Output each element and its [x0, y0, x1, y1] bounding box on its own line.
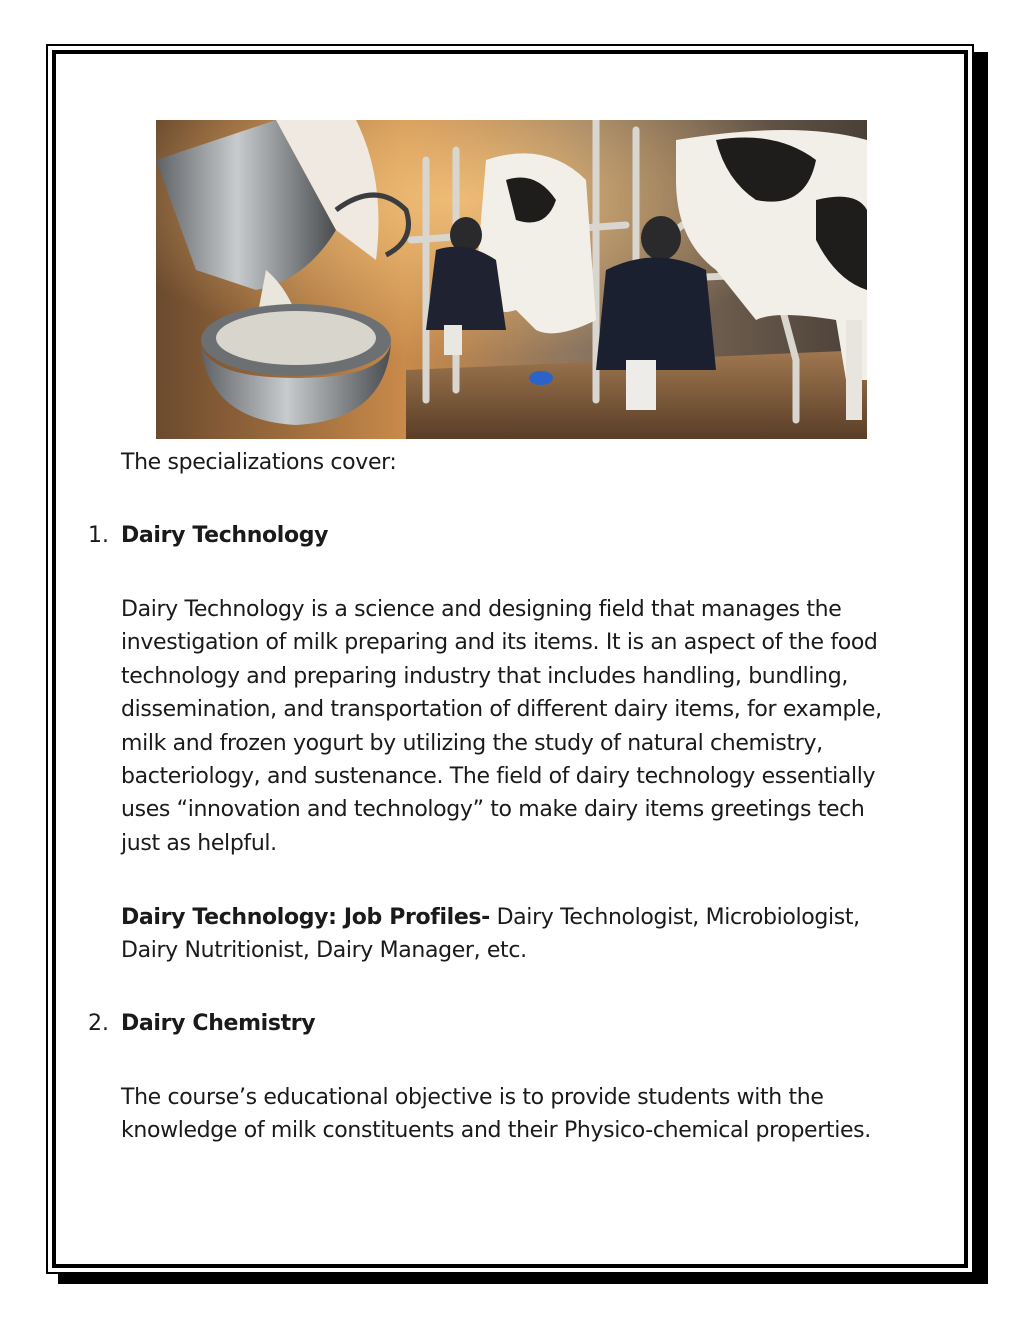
paragraph-line: knowledge of milk constituents and their Physico-chemical properties. — [121, 1118, 871, 1144]
dairy-milking-photo — [156, 120, 867, 439]
paragraph-line: dissemination, and transportation of different dairy items, for example, — [121, 697, 882, 723]
paragraph-line: milk and frozen yogurt by utilizing the study of natural chemistry, — [121, 730, 823, 756]
job-profiles-list-1: Dairy Technologist, Microbiologist, — [489, 905, 860, 930]
paragraph-line: uses “innovation and technology” to make dairy items greetings tech — [121, 797, 865, 823]
section-1-heading: Dairy Technology — [121, 523, 329, 548]
job-profiles-label: Dairy Technology: Job Profiles- — [121, 905, 490, 930]
section-2-heading: Dairy Chemistry — [121, 1011, 316, 1036]
paragraph-line: investigation of milk preparing and its items. It is an aspect of the food — [121, 630, 878, 656]
job-profiles — [121, 901, 860, 968]
section-1-number: 1. — [88, 523, 109, 548]
paragraph-line: Dairy Technology is a science and designing field that manages the — [121, 597, 842, 622]
paragraph-line: just as helpful. — [121, 830, 277, 856]
section-2-number: 2. — [88, 1011, 109, 1036]
intro-text: The specializations cover: — [121, 450, 397, 475]
job-profiles-line-1 — [121, 901, 860, 934]
paragraph-line: technology and preparing industry that includes handling, bundling, — [121, 663, 848, 689]
section-2-paragraph — [121, 1081, 871, 1148]
section-1-paragraph — [121, 593, 882, 860]
job-profiles-list-2: Dairy Nutritionist, Dairy Manager, etc. — [121, 938, 527, 964]
paragraph-line: The course’s educational objective is to provide students with the — [121, 1085, 824, 1110]
paragraph-line: bacteriology, and sustenance. The field of dairy technology essentially — [121, 764, 876, 790]
